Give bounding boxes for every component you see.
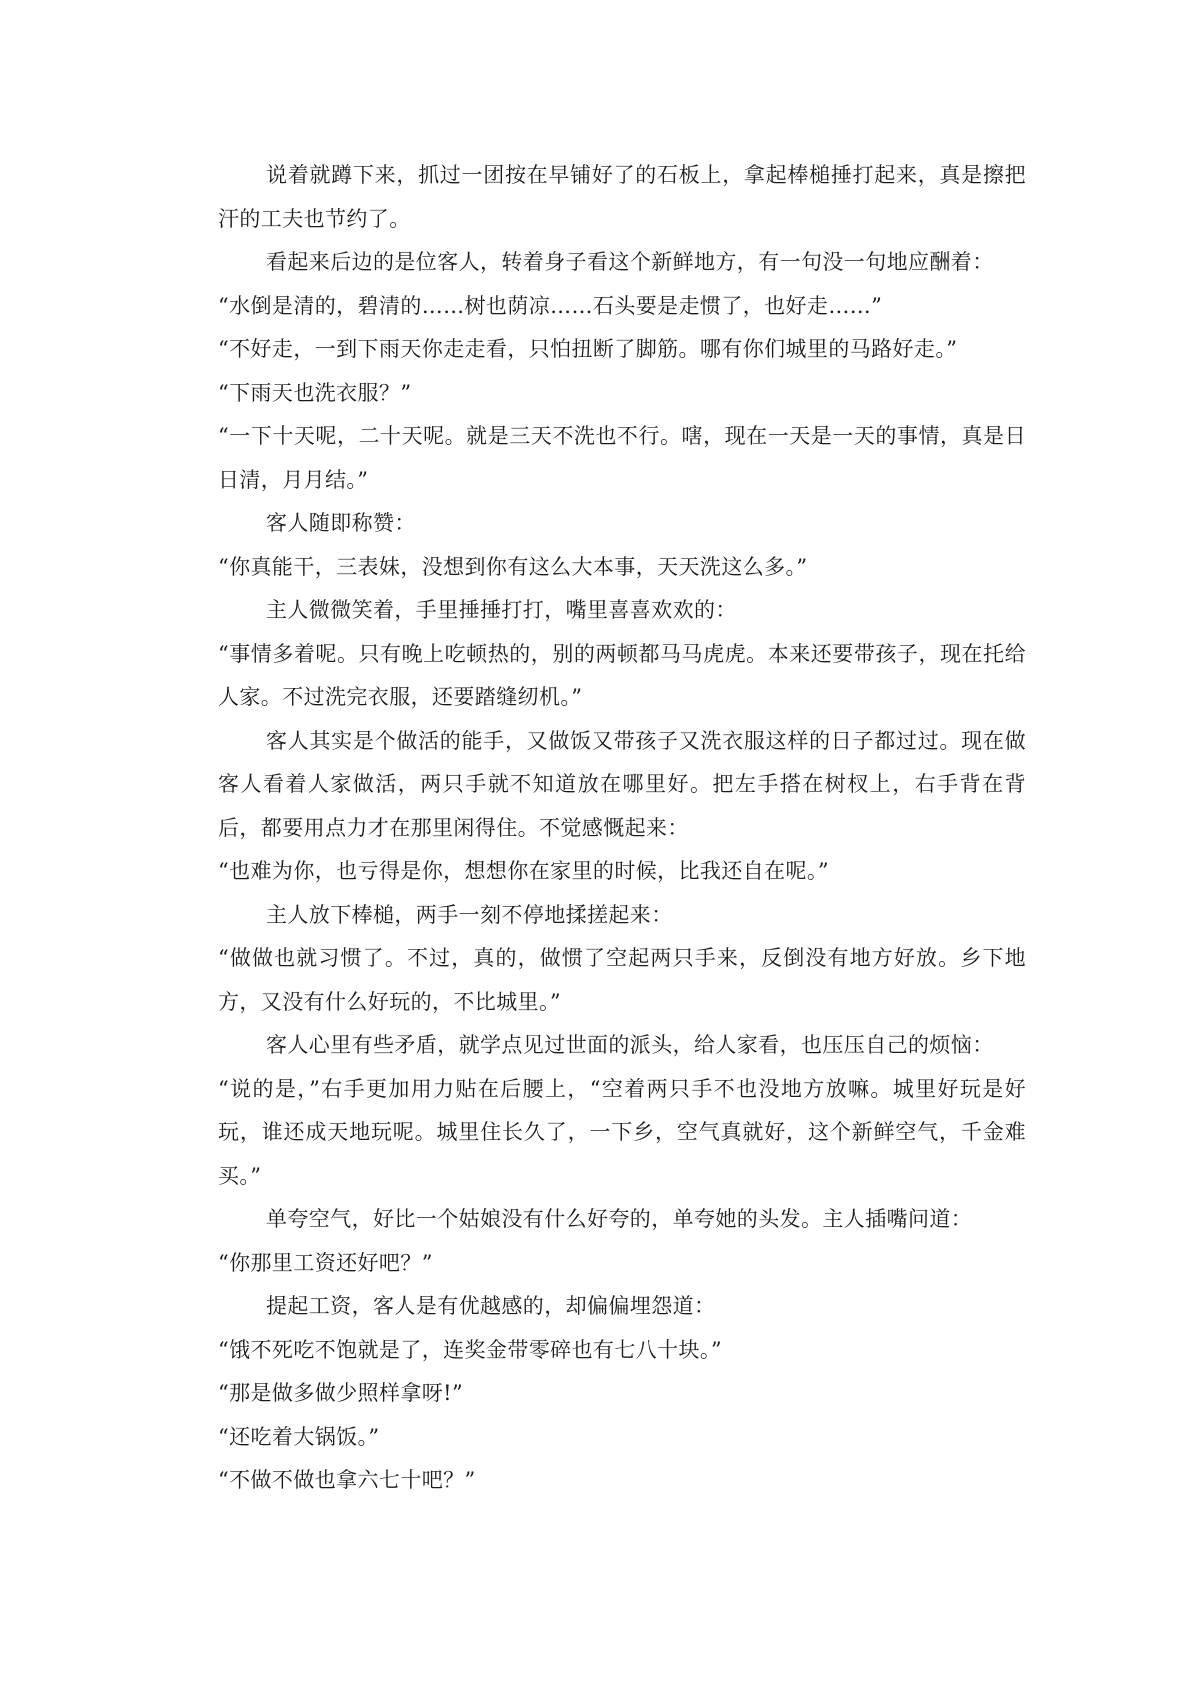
dialogue-line: “你真能干，三表妹，没想到你有这么大本事，天天洗这么多。”	[218, 554, 808, 579]
dialogue-line: “水倒是清的，碧清的……树也荫凉……石头要是走惯了，也好走……”	[218, 293, 883, 318]
dialogue-line: “事情多着呢。只有晚上吃顿热的，别的两顿都马马虎虎。本来还要带孩子，现在托给人家。不过洗完衣服，还要踏缝纫机。”	[218, 641, 1026, 709]
paragraph: 主人微微笑着，手里捶捶打打，嘴里喜喜欢欢的：	[266, 598, 737, 622]
paragraph: 客人其实是个做活的能手，又做饭又带孩子又洗衣服这样的日子都过过。现在做客人看着人家做活，两只手就不知道放在哪里好。把左手搭在树杈上，右手背在背后，都要用点力才在那里闲得住。不觉感慨起来：	[218, 728, 1026, 840]
dialogue-line: “下雨天也洗衣服？”	[218, 380, 412, 405]
paragraph: 说着就蹲下来，抓过一团按在早铺好了的石板上，拿起棒槌捶打起来，真是擦把汗的工夫也节约了。	[218, 163, 1026, 231]
paragraph: 客人心里有些矛盾，就学点见过世面的派头，给人家看，也压压自己的烦恼：	[266, 1033, 994, 1057]
document-page	[218, 154, 1026, 1503]
paragraph: 提起工资，客人是有优越感的，却偏偏埋怨道：	[266, 1294, 716, 1318]
dialogue-line: “你那里工资还好吧？”	[218, 1250, 433, 1275]
dialogue-line: “不做不做也拿六七十吧？”	[218, 1468, 476, 1492]
paragraph: 主人放下棒槌，两手一刻不停地揉搓起来：	[266, 902, 673, 927]
dialogue-line: “还吃着大锅饭。”	[218, 1424, 380, 1449]
dialogue-line: “一下十天呢，二十天呢。就是三天不洗也不行。嗐，现在一天是一天的事情，真是日日清，月月结。”	[218, 424, 1026, 492]
dialogue-line: “饿不死吃不饱就是了，连奖金带零碎也有七八十块。”	[218, 1337, 722, 1362]
paragraph: 单夸空气，好比一个姑娘没有什么好夸的，单夸她的头发。主人插嘴问道：	[266, 1207, 973, 1231]
dialogue-line: “那是做多做少照样拿呀!”	[218, 1381, 464, 1405]
dialogue-line: “也难为你，也亏得是你，想想你在家里的时候，比我还自在呢。”	[218, 859, 829, 883]
dialogue-line: “不好走，一到下雨天你走走看，只怕扭断了脚筋。哪有你们城里的马路好走。”	[218, 337, 958, 361]
dialogue-line: “做做也就习惯了。不过，真的，做惯了空起两只手来，反倒没有地方好放。乡下地方，又没有什么好玩的，不比城里。”	[218, 946, 1026, 1014]
paragraph: 客人随即称赞：	[266, 511, 416, 535]
paragraph: 看起来后边的是位客人，转着身子看这个新鲜地方，有一句没一句地应酬着：	[266, 250, 994, 274]
dialogue-line: “说的是，”右手更加用力贴在后腰上，“空着两只手不也没地方放嘛。城里好玩是好玩，谁还成天地玩呢。城里住长久了，一下乡，空气真就好，这个新鲜空气，千金难买。”	[218, 1076, 1026, 1188]
